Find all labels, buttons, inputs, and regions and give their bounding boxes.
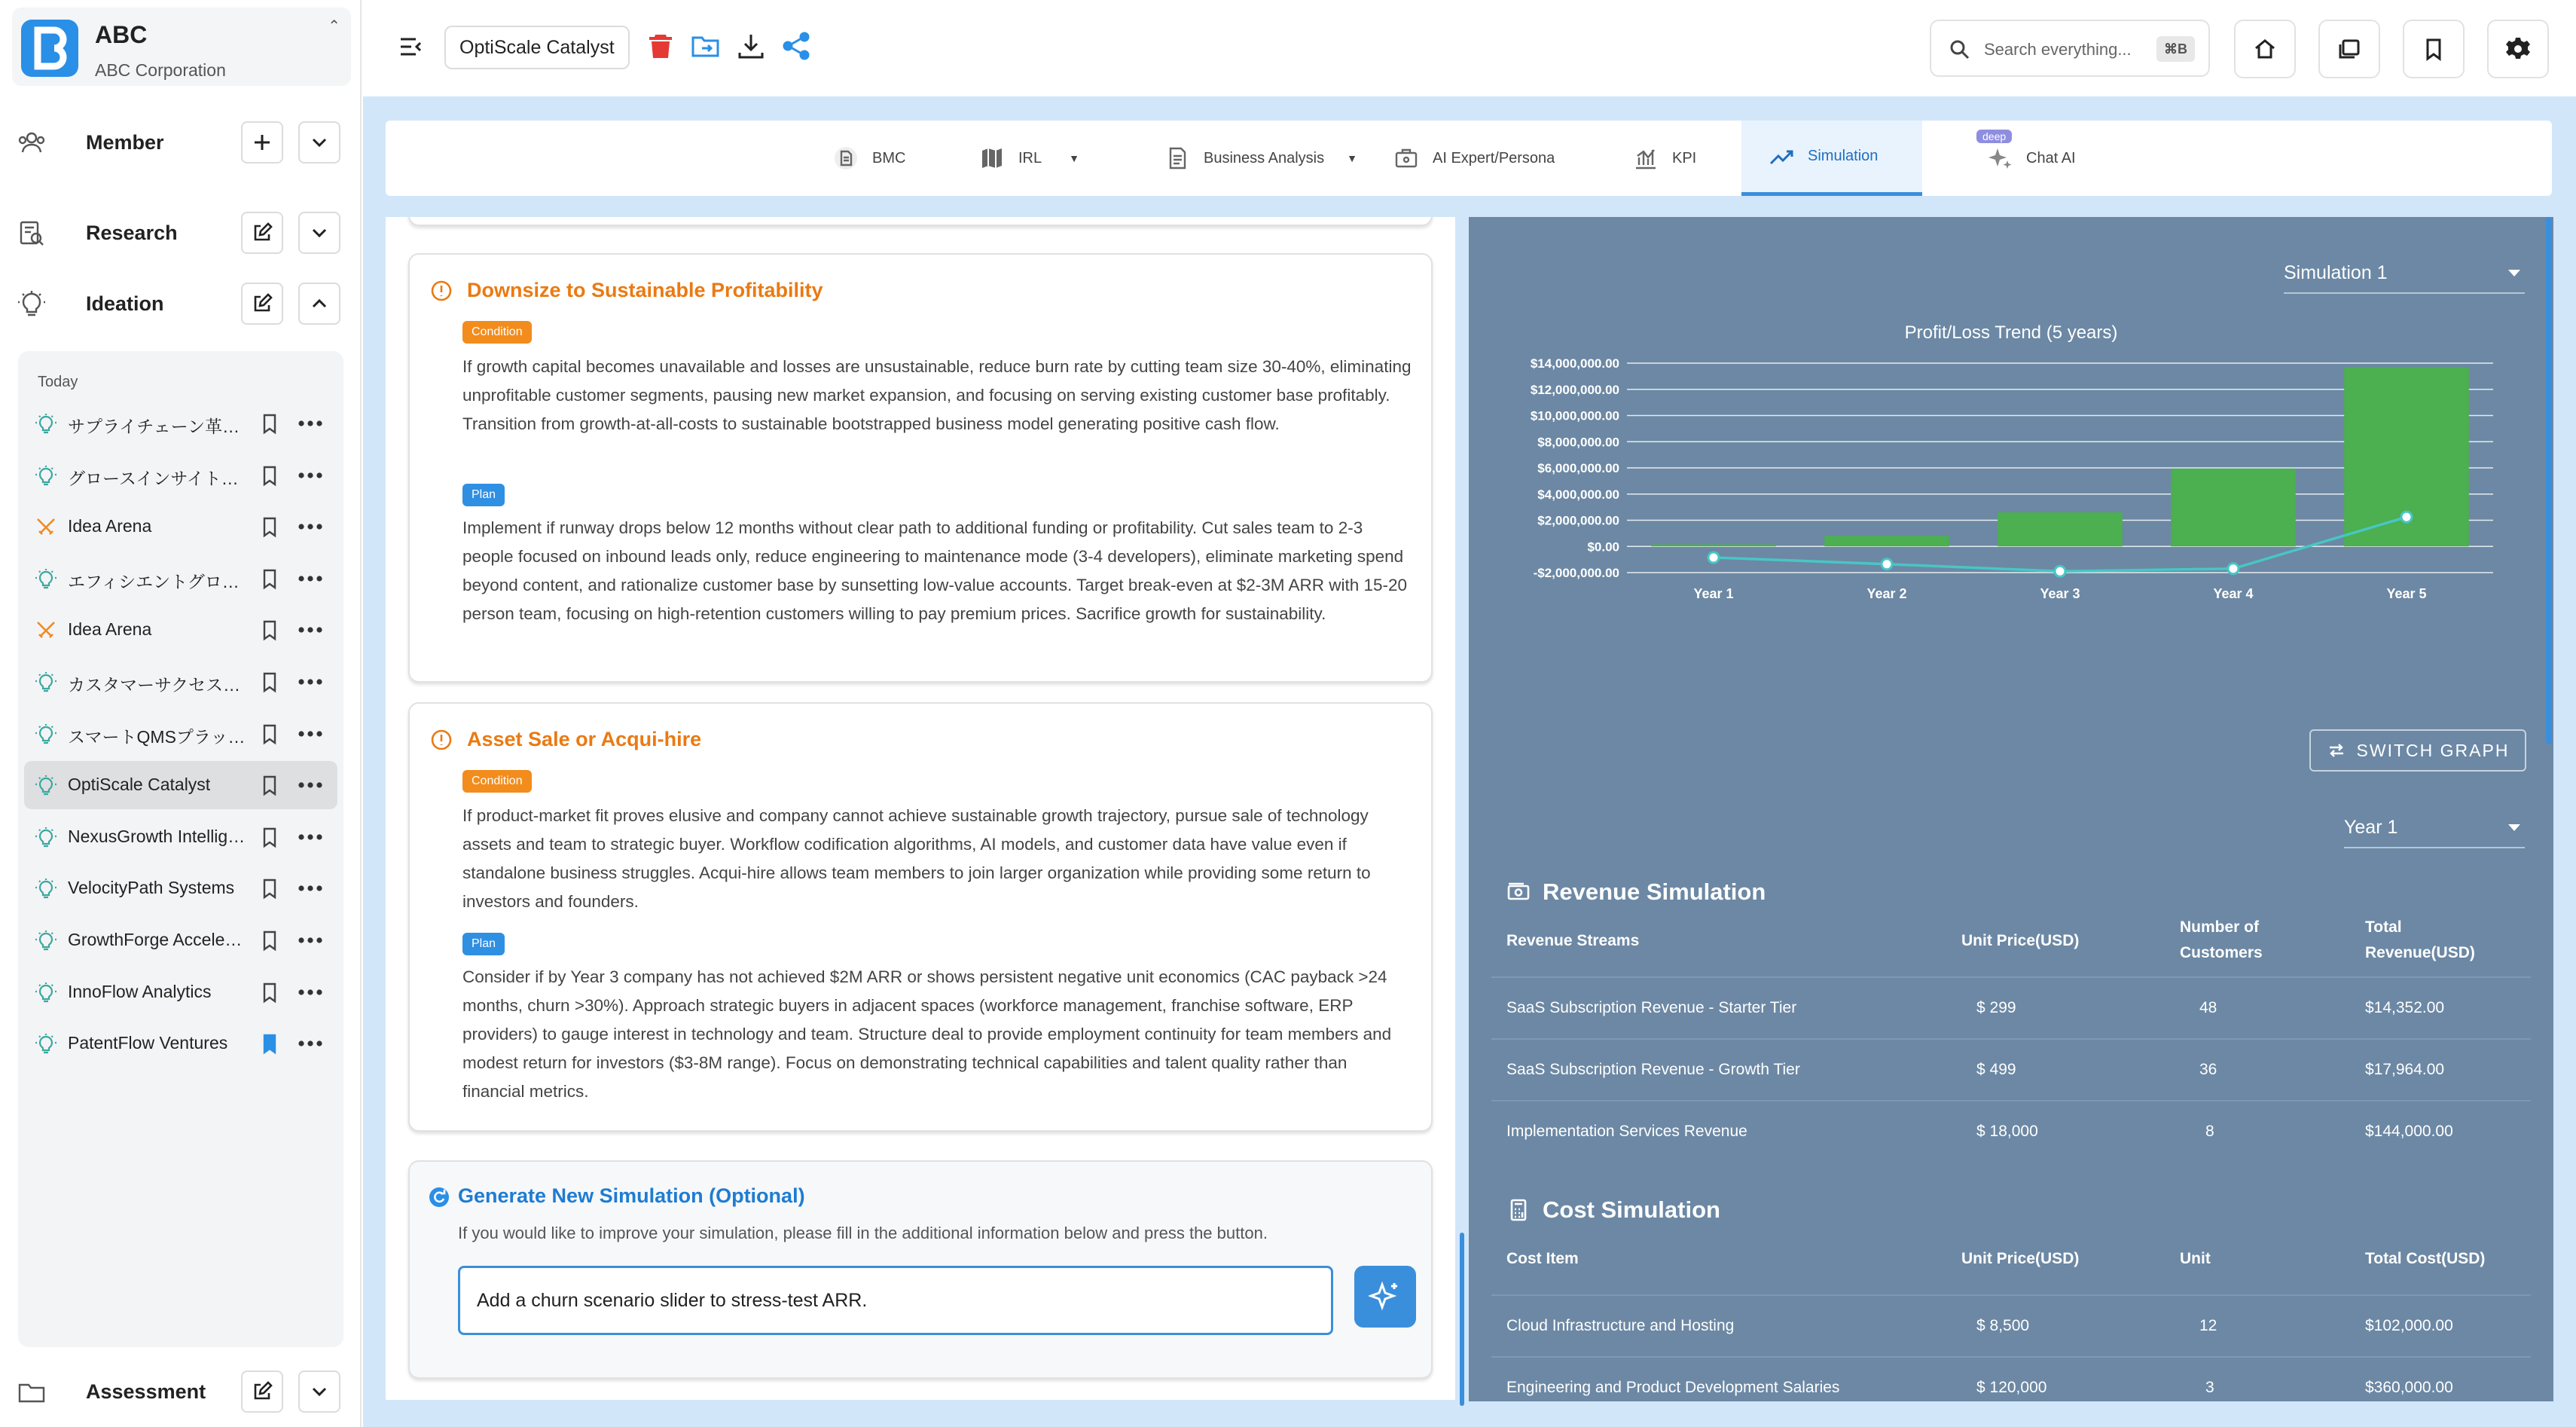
more-options-icon[interactable] <box>295 1033 325 1054</box>
x-tick-label: Year 5 <box>2386 586 2427 601</box>
lightbulb-icon <box>17 289 47 319</box>
tab-bmc[interactable] <box>806 121 932 196</box>
chevron-down-icon <box>308 131 331 154</box>
revenue-customers: 8 <box>2205 1123 2214 1140</box>
bookmark-icon[interactable] <box>258 980 282 1004</box>
tab-label: BMC <box>872 149 906 167</box>
lightbulb-icon <box>35 982 57 1004</box>
row-divider <box>1491 976 2531 978</box>
section-assessment <box>0 1362 362 1422</box>
tab-bar <box>386 121 2552 196</box>
cost-item: Cloud Infrastructure and Hosting <box>1506 1317 1735 1334</box>
revenue-stream: SaaS Subscription Revenue - Growth Tier <box>1506 1061 1800 1078</box>
sidebar-item-label: グロースインサイト… <box>68 468 239 488</box>
scenario-card <box>408 702 1433 1132</box>
plan-text: Consider if by Year 3 company has not achieved $2M ARR or shows persistent negative unit economics (CAC payback >24 months, churn >30%). Approach strategic buyers in adjacent spaces (workforce management, franchise software, ERP providers) to gauge interest in technology and team. Structure deal to provide employment continuity for team members and modest return for investors ($3-8M range). Focus on demonstrating technical capabilities and talent quality rather than financial metrics. <box>462 967 1392 1101</box>
revenue-unit-price: $ 299 <box>1976 999 2016 1016</box>
bookmark-icon[interactable] <box>258 670 282 694</box>
dropdown-caret-icon <box>2508 270 2520 277</box>
expand-member-button[interactable] <box>298 121 340 163</box>
sidebar-item[interactable] <box>24 710 337 758</box>
scenario-title: Asset Sale or Acqui-hire <box>467 728 702 750</box>
more-options-icon[interactable] <box>295 723 325 744</box>
revenue-total: $144,000.00 <box>2365 1123 2453 1140</box>
condition-tag: Condition <box>462 321 532 344</box>
sparkle-icon <box>1369 1280 1402 1313</box>
cost-title: Cost Simulation <box>1543 1196 1720 1223</box>
row-divider <box>1491 1356 2531 1358</box>
sidebar-item[interactable] <box>24 916 337 964</box>
tab-irl[interactable] <box>952 121 1106 196</box>
revenue-total: $14,352.00 <box>2365 999 2445 1016</box>
revenue-stream: Implementation Services Revenue <box>1506 1123 1747 1140</box>
bookmark-icon[interactable] <box>258 515 282 539</box>
library-icon <box>2336 36 2362 62</box>
simulation-select[interactable] <box>2284 262 2525 294</box>
section-research <box>0 203 362 264</box>
more-options-icon[interactable] <box>295 516 325 537</box>
bookmarks-button[interactable] <box>2403 20 2465 78</box>
more-options-icon[interactable] <box>295 568 325 589</box>
sidebar-item-label: OptiScale Catalyst <box>68 775 211 795</box>
lightbulb-icon <box>35 465 57 487</box>
home-button[interactable] <box>2234 20 2296 78</box>
year-select[interactable] <box>2344 817 2525 848</box>
sidebar-item-label: エフィシエントグロ… <box>68 571 240 591</box>
condition-text: If growth capital becomes unavailable and losses are unsustainable, reduce burn rate by cutting team size 30-40%, eliminating unprofitable customer segments, pausing new market expansion, and focusing on serving existing customer base profitably. Transition from growth-at-all-costs to sustainable bootstrapped business model generating positive cash flow. <box>462 357 1412 433</box>
lightbulb-icon <box>35 878 57 900</box>
more-options-icon[interactable] <box>295 930 325 951</box>
cost-header-unit: Unit <box>2180 1250 2211 1267</box>
sidebar-item[interactable] <box>24 606 337 654</box>
expand-research-button[interactable] <box>298 212 340 254</box>
cost-units: 12 <box>2199 1317 2217 1334</box>
more-options-icon[interactable] <box>295 465 325 486</box>
generate-description: If you would like to improve your simulation, please fill in the additional information below and press the button. <box>458 1224 1268 1242</box>
bookmark-icon[interactable] <box>258 463 282 487</box>
tab-label: IRL <box>1018 149 1042 167</box>
lightbulb-icon <box>35 723 57 746</box>
section-ideation <box>0 274 362 335</box>
bookmark-icon[interactable] <box>258 928 282 952</box>
search-input[interactable] <box>1930 20 2210 77</box>
lightbulb-icon <box>35 1033 57 1056</box>
top-bar <box>363 0 2576 95</box>
new-idea-button[interactable] <box>241 283 283 325</box>
group-label: Today <box>38 374 78 390</box>
trend-icon <box>1769 144 1794 170</box>
bookmark-icon[interactable] <box>258 411 282 435</box>
settings-button[interactable] <box>2487 20 2549 78</box>
folder-icon <box>17 1377 47 1407</box>
warning-icon <box>429 728 453 752</box>
bookmark-icon[interactable] <box>258 567 282 591</box>
revenue-customers: 48 <box>2199 999 2217 1016</box>
sidebar-item-label: PatentFlow Ventures <box>68 1033 228 1053</box>
org-subtitle: ABC Corporation <box>95 60 226 80</box>
share-icon[interactable] <box>780 30 812 62</box>
sidebar <box>0 0 362 1427</box>
condition-text: If product-market fit proves elusive and company cannot achieve sustainable growth trajectory, pursue sale of technology assets and team to strategic buyer. Workflow codification algorithms, AI models, and customer data have value even if standalone business struggles. Acqui-hire allows team members to join larger organization while providing some return to investors and founders. <box>462 806 1371 911</box>
section-member-label: Member <box>86 131 164 154</box>
row-divider <box>1491 1294 2531 1296</box>
bookmark-icon[interactable] <box>258 876 282 900</box>
idea-list <box>18 351 343 1347</box>
sidebar-item-label: Idea Arena <box>68 516 152 536</box>
bookmark-icon[interactable] <box>258 618 282 642</box>
chart-icon <box>1633 145 1659 171</box>
refresh-icon <box>428 1186 450 1209</box>
tab-label: Business Analysis <box>1204 149 1325 167</box>
revenue-header-total: Total Revenue(USD) <box>2365 918 2475 961</box>
cost-total: $102,000.00 <box>2365 1317 2453 1334</box>
search-icon <box>1948 38 1972 62</box>
bar <box>1824 536 1949 546</box>
y-tick-label: $8,000,000.00 <box>1537 435 1619 450</box>
x-tick-label: Year 4 <box>2213 586 2254 601</box>
briefcase-icon <box>1393 145 1419 171</box>
y-tick-label: $14,000,000.00 <box>1530 356 1619 371</box>
dropdown-caret-icon: ▼ <box>1069 152 1079 164</box>
line-point <box>2401 512 2412 522</box>
cost-header-total: Total Cost(USD) <box>2365 1250 2486 1267</box>
bookmark-icon[interactable] <box>258 773 282 797</box>
calculator-icon <box>1506 1198 1531 1222</box>
project-name[interactable]: OptiScale Catalyst <box>444 26 630 69</box>
line-point <box>1882 559 1892 570</box>
company-logo-icon <box>20 18 80 78</box>
row-divider <box>1491 1100 2531 1102</box>
y-tick-label: $10,000,000.00 <box>1530 408 1619 423</box>
library-button[interactable] <box>2318 20 2380 78</box>
more-options-icon[interactable] <box>295 619 325 640</box>
org-name: ABC <box>95 21 148 48</box>
search-shortcut: ⌘B <box>2156 36 2195 62</box>
sidebar-item[interactable] <box>24 864 337 912</box>
sidebar-item[interactable] <box>24 451 337 500</box>
crossed-swords-icon <box>35 619 57 642</box>
research-icon <box>17 218 47 249</box>
generate-button[interactable] <box>1354 1266 1416 1328</box>
search-placeholder: Search everything... <box>1984 40 2132 59</box>
menu-collapse-icon[interactable] <box>396 32 426 62</box>
map-icon <box>979 145 1005 171</box>
new-assessment-button[interactable] <box>241 1370 283 1413</box>
more-options-icon[interactable] <box>295 413 325 434</box>
revenue-section-header <box>1506 879 1766 906</box>
sidebar-item-label: VelocityPath Systems <box>68 878 235 898</box>
chevron-up-icon <box>308 292 331 315</box>
more-options-icon[interactable] <box>295 827 325 848</box>
tab-simulation[interactable] <box>1741 121 1922 196</box>
bookmark-icon <box>2421 36 2446 62</box>
switch-graph-button[interactable] <box>2309 729 2526 772</box>
sidebar-item-label: GrowthForge Accele… <box>68 930 243 949</box>
tab-label: Chat AI <box>2026 149 2076 167</box>
tab-chat-ai[interactable] <box>1960 121 2103 196</box>
sidebar-item[interactable] <box>24 813 337 861</box>
collapse-ideation-button[interactable] <box>298 283 340 325</box>
previous-card-edge <box>408 217 1433 226</box>
tab-label: AI Expert/Persona <box>1433 149 1555 167</box>
y-tick-label: $0.00 <box>1587 539 1619 555</box>
scenario-panel <box>386 217 1455 1400</box>
plan-tag: Plan <box>462 933 505 955</box>
sidebar-item[interactable] <box>24 503 337 551</box>
tab-label: Simulation <box>1808 148 1879 164</box>
line-point <box>1708 552 1719 563</box>
revenue-title: Revenue Simulation <box>1543 879 1766 905</box>
cost-section-header <box>1506 1196 1720 1224</box>
swap-arrows-icon <box>2327 741 2346 760</box>
bookmark-icon[interactable] <box>258 1031 282 1056</box>
x-tick-label: Year 1 <box>1693 586 1734 601</box>
section-member <box>0 113 362 173</box>
bookmark-icon[interactable] <box>258 722 282 746</box>
bar <box>2171 469 2296 546</box>
sparkle-icon <box>1987 145 2013 171</box>
simulation-panel <box>1469 217 2553 1401</box>
new-research-button[interactable] <box>241 212 283 254</box>
y-tick-label: $6,000,000.00 <box>1537 461 1619 475</box>
download-icon[interactable] <box>735 30 767 62</box>
simulation-prompt-input[interactable] <box>458 1266 1333 1335</box>
lightbulb-icon <box>35 568 57 591</box>
lightbulb-icon <box>35 827 57 849</box>
y-tick-label: $4,000,000.00 <box>1537 487 1619 502</box>
tab-label: KPI <box>1672 149 1697 167</box>
sidebar-item-label: スマートQMSプラッ… <box>68 726 246 747</box>
left-scrollbar[interactable] <box>1460 1233 1464 1406</box>
tab-ai-expert[interactable] <box>1366 121 1582 196</box>
folder-move-icon[interactable] <box>690 30 722 62</box>
condition-tag: Condition <box>462 770 532 793</box>
warning-icon <box>429 279 453 303</box>
right-scrollbar[interactable] <box>2546 217 2552 744</box>
revenue-total: $17,964.00 <box>2365 1061 2445 1078</box>
plan-text: Implement if runway drops below 12 months without clear path to additional funding or profitability. Cut sales team to 2-3 people focused on inbound leads only, reduce engineering to maintenance mode (3-4 developers), eliminate marketing spend beyond content, and rationalize customer base by sunsetting low-value accounts. Target break-even at $2-3M ARR with 15-20 person team, focusing on high-retention customers willing to pay premium prices. Sacrifice growth for sustainability. <box>462 518 1408 623</box>
lightbulb-icon <box>35 775 57 797</box>
x-tick-label: Year 2 <box>1866 586 1907 601</box>
scenario-title: Downsize to Sustainable Profitability <box>467 279 823 301</box>
cost-header-item: Cost Item <box>1506 1250 1579 1267</box>
revenue-unit-price: $ 18,000 <box>1976 1123 2038 1140</box>
cost-item: Engineering and Product Development Salaries <box>1506 1379 1840 1396</box>
line-point <box>2055 566 2065 576</box>
revenue-unit-price: $ 499 <box>1976 1061 2016 1078</box>
edit-icon <box>251 292 273 315</box>
sidebar-item-label: NexusGrowth Intellig… <box>68 826 246 846</box>
profit-loss-chart <box>1469 345 2553 767</box>
delete-icon[interactable] <box>645 30 676 62</box>
cost-total: $360,000.00 <box>2365 1379 2453 1396</box>
scenario-card <box>408 253 1433 683</box>
sidebar-item[interactable] <box>24 968 337 1016</box>
section-assessment-label: Assessment <box>86 1380 206 1403</box>
generate-title: Generate New Simulation (Optional) <box>458 1184 805 1207</box>
bar <box>1998 512 2123 546</box>
line-point <box>2228 564 2239 574</box>
switch-graph-label: SWITCH GRAPH <box>2356 740 2510 760</box>
year-select-value: Year 1 <box>2344 817 2398 838</box>
bar <box>1651 545 1776 547</box>
tab-kpi[interactable] <box>1606 121 1723 196</box>
chevron-down-icon <box>308 222 331 244</box>
bookmark-icon[interactable] <box>258 825 282 849</box>
chart-title: Profit/Loss Trend (5 years) <box>1904 322 2118 343</box>
deep-badge: deep <box>1976 130 2012 143</box>
revenue-header-price: Unit Price(USD) <box>1961 932 2080 949</box>
lightbulb-icon <box>35 671 57 694</box>
x-tick-label: Year 3 <box>2040 586 2080 601</box>
section-research-label: Research <box>86 222 178 244</box>
cost-unit-price: $ 8,500 <box>1976 1317 2030 1334</box>
cash-icon <box>1506 880 1531 904</box>
sidebar-item[interactable] <box>24 555 337 603</box>
sidebar-item[interactable] <box>24 399 337 448</box>
generate-card <box>408 1160 1433 1379</box>
cost-header-price: Unit Price(USD) <box>1961 1250 2080 1267</box>
crossed-swords-icon <box>35 516 57 539</box>
edit-icon <box>251 1380 273 1403</box>
sidebar-item-label: サプライチェーン革… <box>68 417 240 436</box>
report-icon <box>1164 145 1190 171</box>
gear-icon <box>2505 36 2531 62</box>
collapse-chevron-icon[interactable]: ⌃ <box>328 18 340 35</box>
sidebar-item[interactable] <box>24 761 337 809</box>
sidebar-item[interactable] <box>24 658 337 706</box>
document-icon <box>833 145 859 171</box>
dropdown-caret-icon: ▼ <box>1347 152 1357 164</box>
more-options-icon[interactable] <box>295 982 325 1003</box>
org-switcher[interactable] <box>12 8 351 86</box>
sidebar-item-label: Idea Arena <box>68 619 152 640</box>
cost-units: 3 <box>2205 1379 2214 1396</box>
y-tick-label: -$2,000,000.00 <box>1533 566 1619 580</box>
sidebar-item-label: InnoFlow Analytics <box>68 981 212 1001</box>
row-divider <box>1491 1038 2531 1040</box>
plus-icon <box>251 131 273 154</box>
simulation-select-value: Simulation 1 <box>2284 262 2388 283</box>
chevron-down-icon <box>308 1380 331 1403</box>
main-area <box>363 96 2576 1427</box>
revenue-customers: 36 <box>2199 1061 2217 1078</box>
add-member-button[interactable] <box>241 121 283 163</box>
tab-business-analysis[interactable] <box>1137 121 1384 196</box>
revenue-stream: SaaS Subscription Revenue - Starter Tier <box>1506 999 1797 1016</box>
plan-tag: Plan <box>462 484 505 506</box>
sidebar-item[interactable] <box>24 1019 337 1068</box>
sidebar-item-label: カスタマーサクセス… <box>68 675 241 695</box>
expand-assessment-button[interactable] <box>298 1370 340 1413</box>
more-options-icon[interactable] <box>295 775 325 796</box>
y-tick-label: $12,000,000.00 <box>1530 382 1619 397</box>
revenue-header-customers: Number of Customers <box>2180 918 2263 961</box>
home-icon <box>2252 36 2278 62</box>
people-icon <box>17 128 47 158</box>
more-options-icon[interactable] <box>295 671 325 692</box>
edit-icon <box>251 222 273 244</box>
cost-unit-price: $ 120,000 <box>1976 1379 2047 1396</box>
more-options-icon[interactable] <box>295 878 325 899</box>
y-tick-label: $2,000,000.00 <box>1537 513 1619 528</box>
lightbulb-icon <box>35 930 57 952</box>
lightbulb-icon <box>35 413 57 435</box>
dropdown-caret-icon <box>2508 824 2520 831</box>
section-ideation-label: Ideation <box>86 292 164 315</box>
revenue-header-stream: Revenue Streams <box>1506 932 1640 949</box>
